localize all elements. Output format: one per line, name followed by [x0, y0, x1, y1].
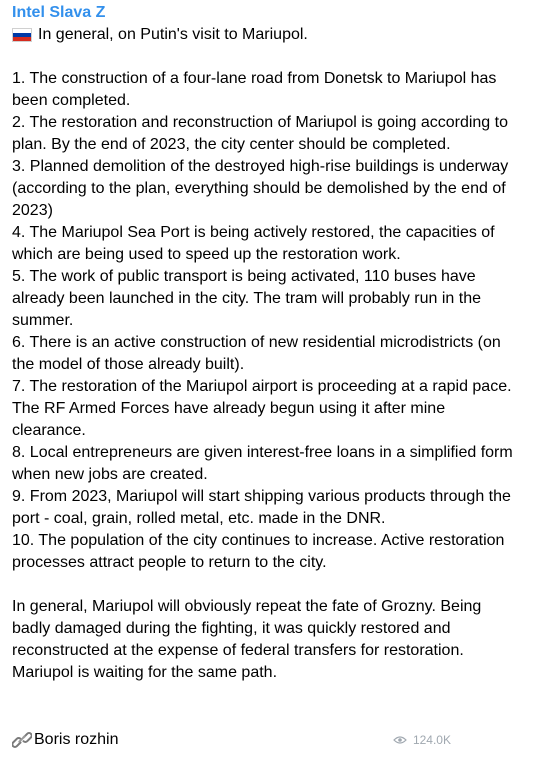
- channel-name[interactable]: Intel Slava Z: [12, 4, 106, 21]
- spacer: [12, 46, 521, 68]
- list-item: 6. There is an active construction of new residential microdistricts (on the model of those already built).: [12, 334, 501, 373]
- message-meta: [393, 729, 451, 751]
- list-item: 7. The restoration of the Mariupol airport is proceeding at a rapid pace. The RF Armed Forces have already begun using it after mine clearance.: [12, 378, 512, 439]
- signature[interactable]: [12, 729, 118, 751]
- list-item: 10. The population of the city continues to increase. Active restoration processes attract people to return to the city.: [12, 532, 505, 571]
- message-footer: [12, 729, 521, 751]
- intro-line: [12, 24, 521, 46]
- list-item: 2. The restoration and reconstruction of Mariupol is going according to plan. By the end of 2023, the city center should be completed.: [12, 114, 508, 153]
- intro-text: In general, on Putin's visit to Mariupol.: [38, 26, 308, 43]
- spacer: [12, 574, 521, 596]
- views-count: 124.0K: [412, 733, 451, 747]
- conclusion-text: In general, Mariupol will obviously repeat the fate of Grozny. Being badly damaged during the fighting, it was quickly restored and reconstructed at the expense of federal transfers for restoration. Mariupol is waiting for the same path.: [12, 598, 482, 681]
- list-item: 8. Local entrepreneurs are given interest-free loans in a simplified form when new jobs are created.: [12, 444, 513, 483]
- list-item: 3. Planned demolition of the destroyed high-rise buildings is underway (according to the plan, everything should be demolished by the end of 2023): [12, 158, 509, 219]
- russia-flag-icon: [12, 28, 32, 42]
- items-list: [12, 68, 521, 574]
- list-item: 9. From 2023, Mariupol will start shipping various products through the port - coal, grain, rolled metal, etc. made in the DNR.: [12, 488, 511, 527]
- eye-icon: [393, 735, 407, 745]
- signature-name: Boris rozhin: [34, 731, 119, 748]
- link-icon: [12, 731, 32, 749]
- list-item: 5. The work of public transport is being activated, 110 buses have already been launched in the city. The tram will probably run in the summer.: [12, 268, 482, 329]
- list-item: 4. The Mariupol Sea Port is being actively restored, the capacities of which are being used to speed up the restoration work.: [12, 224, 495, 263]
- list-item: 1. The construction of a four-lane road from Donetsk to Mariupol has been completed.: [12, 70, 497, 109]
